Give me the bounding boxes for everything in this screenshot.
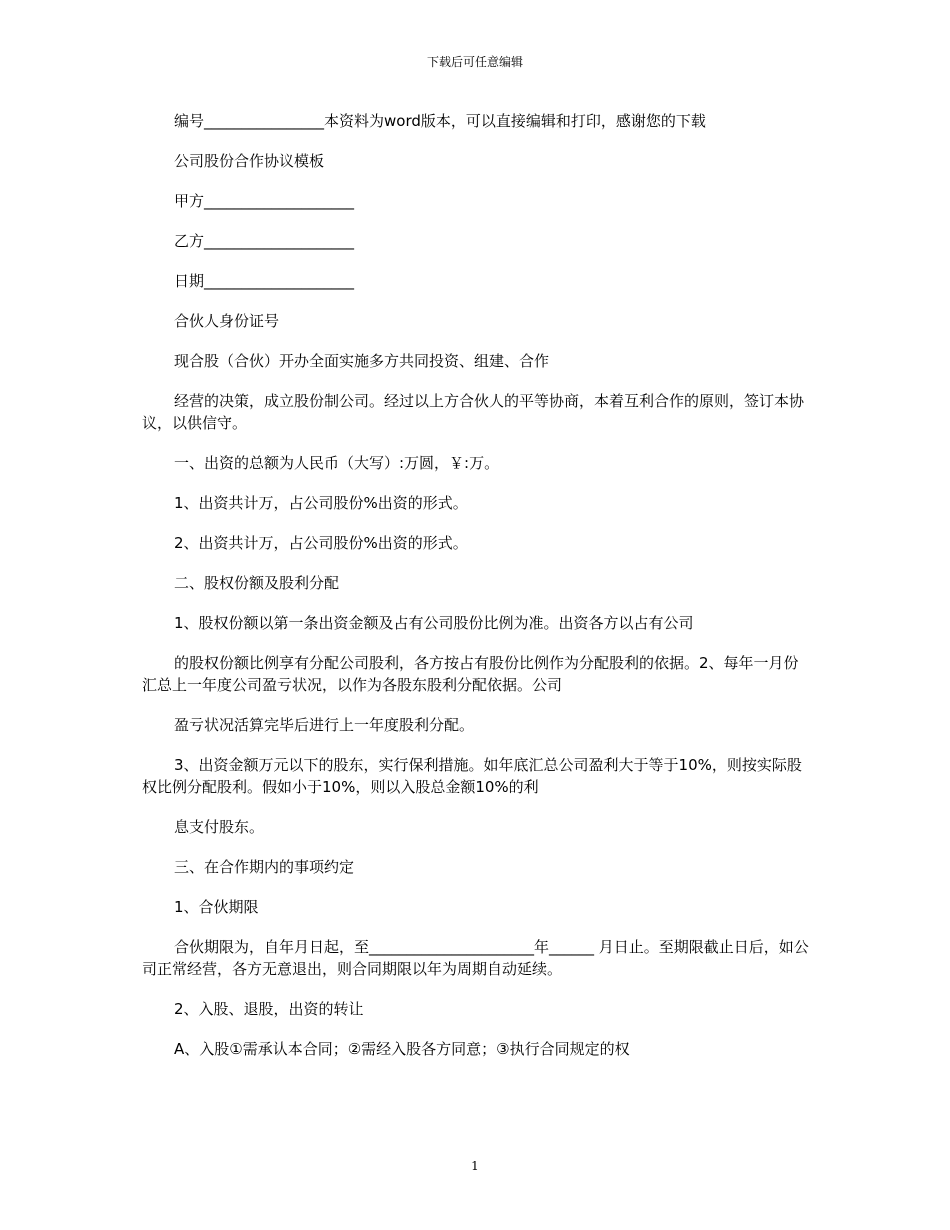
- page-header: 下载后可任意编辑: [426, 55, 523, 69]
- page-number: 1: [471, 1159, 479, 1173]
- clause-3-heading: 三、在合作期内的事项约定: [174, 858, 355, 876]
- clause-2-item-1: 1、股权份额以第一条出资金额及占有公司股份比例为准。出资各方以占有公司: [174, 614, 694, 632]
- clause-3-item-2-heading: 2、入股、退股，出资的转让: [174, 1000, 364, 1018]
- clause-3-item-2-a: A、入股①需承认本合同；②需经入股各方同意；③执行合同规定的权: [174, 1040, 630, 1058]
- document-title: 公司股份合作协议模板: [174, 152, 325, 170]
- clause-3-item-1-heading: 1、合伙期限: [174, 898, 259, 916]
- clause-1-item-2: 2、出资共计万，占公司股份%出资的形式。: [174, 534, 468, 552]
- doc-number-line: 编号________________本资料为word版本，可以直接编辑和打印，感谢您的下载: [174, 112, 706, 130]
- date-line: 日期____________________: [174, 272, 355, 290]
- party-b-line: 乙方____________________: [174, 232, 355, 250]
- party-a-line: 甲方____________________: [174, 192, 355, 210]
- clause-2-item-3-continued: 息支付股东。: [174, 818, 265, 836]
- partner-id-line: 合伙人身份证号: [174, 312, 280, 330]
- intro-paragraph-continued: 经营的决策，成立股份制公司。经过以上方合伙人的平等协商，本着互利合作的原则，签订本协议，以供信守。: [142, 392, 805, 432]
- clause-2-item-2-continued: 盈亏状况活算完毕后进行上一年度股利分配。: [174, 716, 475, 734]
- clause-3-item-1-body: 合伙期限为，自年月日起，至______________________年______ 月日止。至期限截止日后，如公司正常经营，各方无意退出，则合同期限以年为周期自动延续。: [142, 938, 809, 978]
- clause-1-heading: 一、出资的总额为人民币（大写）:万圆，￥:万。: [174, 454, 500, 472]
- clause-2-item-3: 3、出资金额万元以下的股东，实行保利措施。如年底汇总公司盈利大于等于10%，则按实际股权比例分配股利。假如小于10%，则以入股总金额10%的利: [142, 756, 802, 796]
- document-body: [142, 110, 810, 1078]
- clause-2-heading: 二、股权份额及股利分配: [174, 574, 340, 592]
- clause-2-item-1-continued: 的股权份额比例享有分配公司股利，各方按占有股份比例作为分配股利的依据。2、每年一月份汇总上一年度公司盈亏状况，以作为各股东股利分配依据。公司: [142, 654, 799, 694]
- intro-paragraph: 现合股（合伙）开办全面实施多方共同投资、组建、合作: [174, 352, 550, 370]
- clause-1-item-1: 1、出资共计万，占公司股份%出资的形式。: [174, 494, 468, 512]
